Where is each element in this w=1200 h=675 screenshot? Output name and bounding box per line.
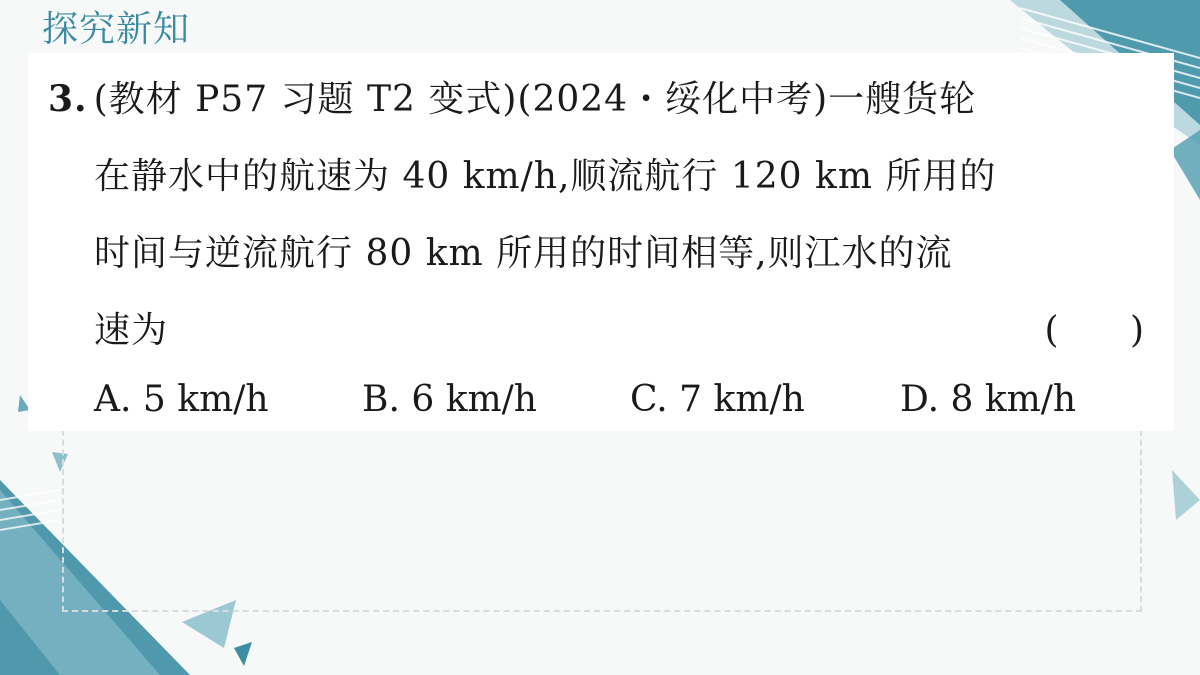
question-card — [28, 53, 1174, 431]
option-d-label: D. — [900, 379, 940, 420]
question-line-4-text: 速为 — [94, 310, 169, 351]
dashed-frame — [62, 420, 1142, 612]
question-line-1 — [48, 61, 1158, 138]
option-a[interactable] — [94, 361, 269, 438]
option-c-text: 7 km/h — [679, 379, 805, 420]
option-c[interactable] — [630, 361, 805, 438]
option-c-label: C. — [630, 379, 668, 420]
right-mid-triangle — [1172, 470, 1200, 520]
question-number: 3. — [48, 78, 88, 120]
option-d[interactable] — [900, 361, 1076, 438]
section-title: 探究新知 — [42, 9, 191, 50]
option-b[interactable] — [362, 361, 537, 438]
question-line-3 — [48, 215, 1158, 292]
bottom-small-triangle — [234, 642, 252, 666]
option-b-text: 6 km/h — [411, 379, 537, 420]
question-line-2-text: 在静水中的航速为 40 km/h,顺流航行 120 km 所用的 — [94, 156, 997, 197]
option-b-label: B. — [362, 379, 400, 420]
answer-blank: ( ) — [1044, 310, 1144, 351]
right-edge-triangle — [1170, 130, 1200, 200]
option-a-label: A. — [94, 379, 132, 420]
option-d-text: 8 km/h — [950, 379, 1077, 420]
question-text — [48, 61, 1158, 369]
question-line-1-text: (教材 P57 习题 T2 变式)(2024・绥化中考)一艘货轮 — [93, 79, 977, 120]
question-line-3-text: 时间与逆流航行 80 km 所用的时间相等,则江水的流 — [94, 233, 953, 274]
question-line-2 — [48, 138, 1158, 215]
question-line-4 — [48, 292, 1158, 369]
option-a-text: 5 km/h — [142, 379, 269, 420]
